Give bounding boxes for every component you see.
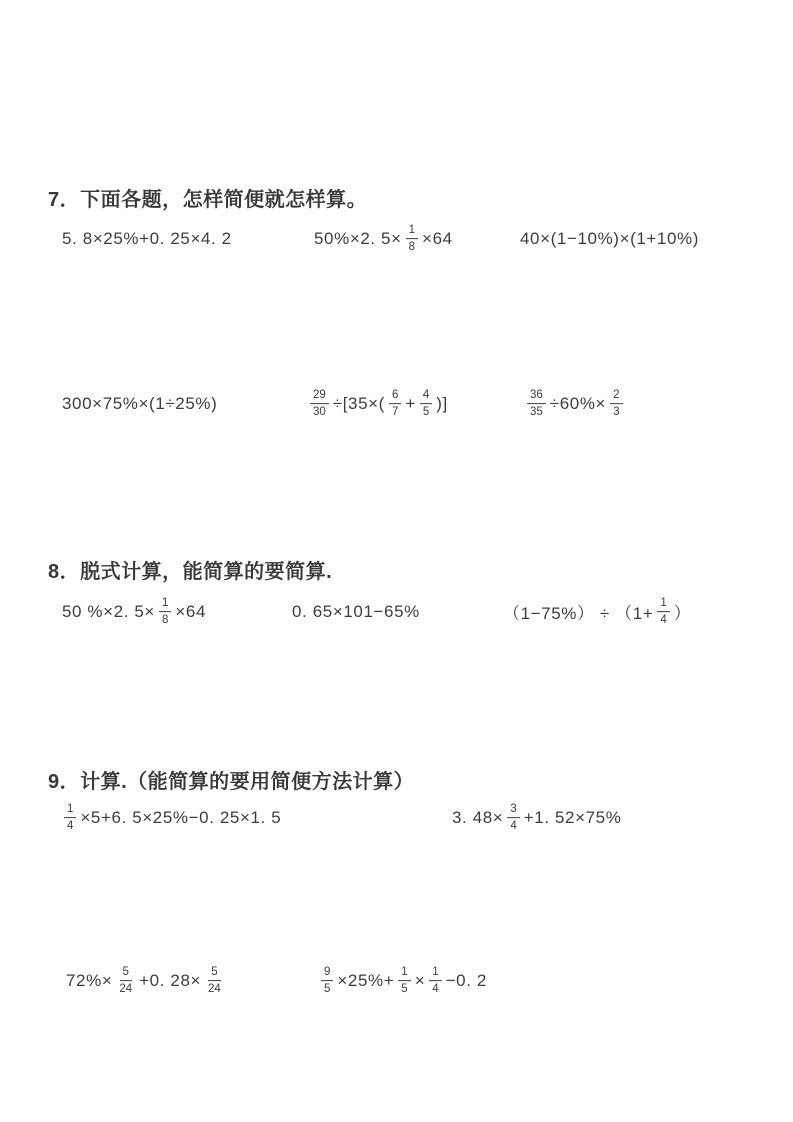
fraction [507, 802, 519, 834]
problem-7-heading: 7．下面各题，怎样简便就怎样算。 [48, 189, 368, 211]
fraction-denominator: 3 [613, 406, 620, 419]
math-text: + [405, 394, 416, 413]
fraction-denominator: 5 [401, 983, 408, 996]
math-expression-8-1-3 [503, 596, 691, 628]
fraction-denominator: 4 [432, 983, 439, 996]
fraction-denominator: 5 [324, 983, 331, 996]
fraction-numerator: 5 [208, 965, 220, 981]
math-text: 300×75%×(1÷25%) [62, 394, 218, 413]
fraction [398, 965, 410, 997]
fraction-numerator: 36 [527, 388, 546, 404]
fraction-numerator: 29 [310, 388, 329, 404]
fraction-numerator: 2 [610, 388, 622, 404]
fraction-numerator: 1 [64, 802, 76, 818]
math-text: ÷60%× [549, 394, 607, 413]
fraction-denominator: 24 [208, 983, 221, 996]
fraction [429, 965, 441, 997]
math-text: 3. 48× [452, 808, 504, 827]
problem-9-heading: 9．计算.（能简算的要用简便方法计算） [48, 771, 415, 793]
math-text: ×64 [175, 602, 207, 621]
fraction-denominator: 8 [161, 614, 169, 627]
math-text: +1. 52×75% [523, 808, 622, 827]
math-text: 50 %×2. 5× [62, 602, 155, 621]
math-text: ÷[35×( [332, 394, 385, 413]
fraction-denominator: 8 [408, 241, 416, 254]
fraction-numerator: 3 [507, 802, 519, 818]
fraction-denominator: 4 [510, 820, 517, 833]
fraction-denominator: 35 [530, 406, 543, 419]
math-expression-7-2-2 [306, 388, 448, 420]
fraction [420, 388, 432, 420]
fraction [389, 388, 401, 420]
math-expression-9-2-2 [317, 965, 487, 997]
math-text: ×5+6. 5×25%−0. 25×1. 5 [80, 808, 282, 827]
fraction-numerator: 4 [420, 388, 432, 404]
fraction [64, 802, 76, 834]
math-text: ×64 [422, 229, 453, 248]
math-expression-9-1-1 [60, 802, 281, 834]
fraction [657, 596, 669, 628]
fraction-denominator: 7 [391, 406, 399, 419]
math-expression-8-1-1 [62, 596, 206, 628]
math-text: ×25%+ [337, 971, 395, 990]
fraction-numerator: 1 [406, 223, 418, 239]
fraction [527, 388, 546, 420]
math-text: 72%× [66, 971, 113, 990]
math-expression-7-1-2 [314, 223, 453, 255]
fraction-numerator: 6 [389, 388, 401, 404]
math-expression-7-2-3 [523, 388, 627, 420]
fraction [116, 965, 135, 997]
math-text: 5. 8×25%+0. 25×4. 2 [62, 229, 232, 248]
fraction-numerator: 1 [657, 596, 669, 612]
fraction-denominator: 4 [660, 614, 667, 627]
fraction-denominator: 30 [313, 406, 326, 419]
math-expression-7-1-3 [520, 229, 699, 249]
math-text: × [414, 971, 426, 990]
fraction-denominator: 5 [422, 406, 430, 419]
fraction-numerator: 1 [398, 965, 410, 981]
fraction-numerator: 9 [321, 965, 333, 981]
math-text: 50%×2. 5× [314, 229, 402, 248]
math-expression-9-1-2 [452, 802, 621, 834]
fraction [406, 223, 418, 255]
math-expression-8-1-2 [292, 602, 420, 622]
math-text: )] [436, 394, 448, 413]
fraction [321, 965, 333, 997]
math-text: ） [673, 604, 692, 624]
math-expression-9-2-1 [66, 965, 228, 997]
math-expression-7-1-1 [62, 229, 232, 249]
problem-8-heading: 8．脱式计算，能简算的要简算. [48, 561, 333, 583]
fraction-denominator: 24 [119, 983, 133, 996]
math-text: 0. 65×101−65% [292, 602, 420, 621]
math-text: −0. 2 [445, 971, 487, 990]
fraction-numerator: 1 [159, 596, 171, 612]
math-text: +0. 28× [139, 971, 202, 990]
math-text: （1−75%） ÷ （1+ [503, 604, 654, 624]
fraction [205, 965, 224, 997]
fraction-denominator: 4 [67, 820, 74, 833]
math-expression-7-2-1 [62, 394, 217, 414]
fraction [159, 596, 171, 628]
fraction [610, 388, 622, 420]
fraction-numerator: 5 [120, 965, 132, 981]
math-text: 40×(1−10%)×(1+10%) [520, 229, 700, 248]
fraction [310, 388, 329, 420]
fraction-numerator: 1 [429, 965, 441, 981]
